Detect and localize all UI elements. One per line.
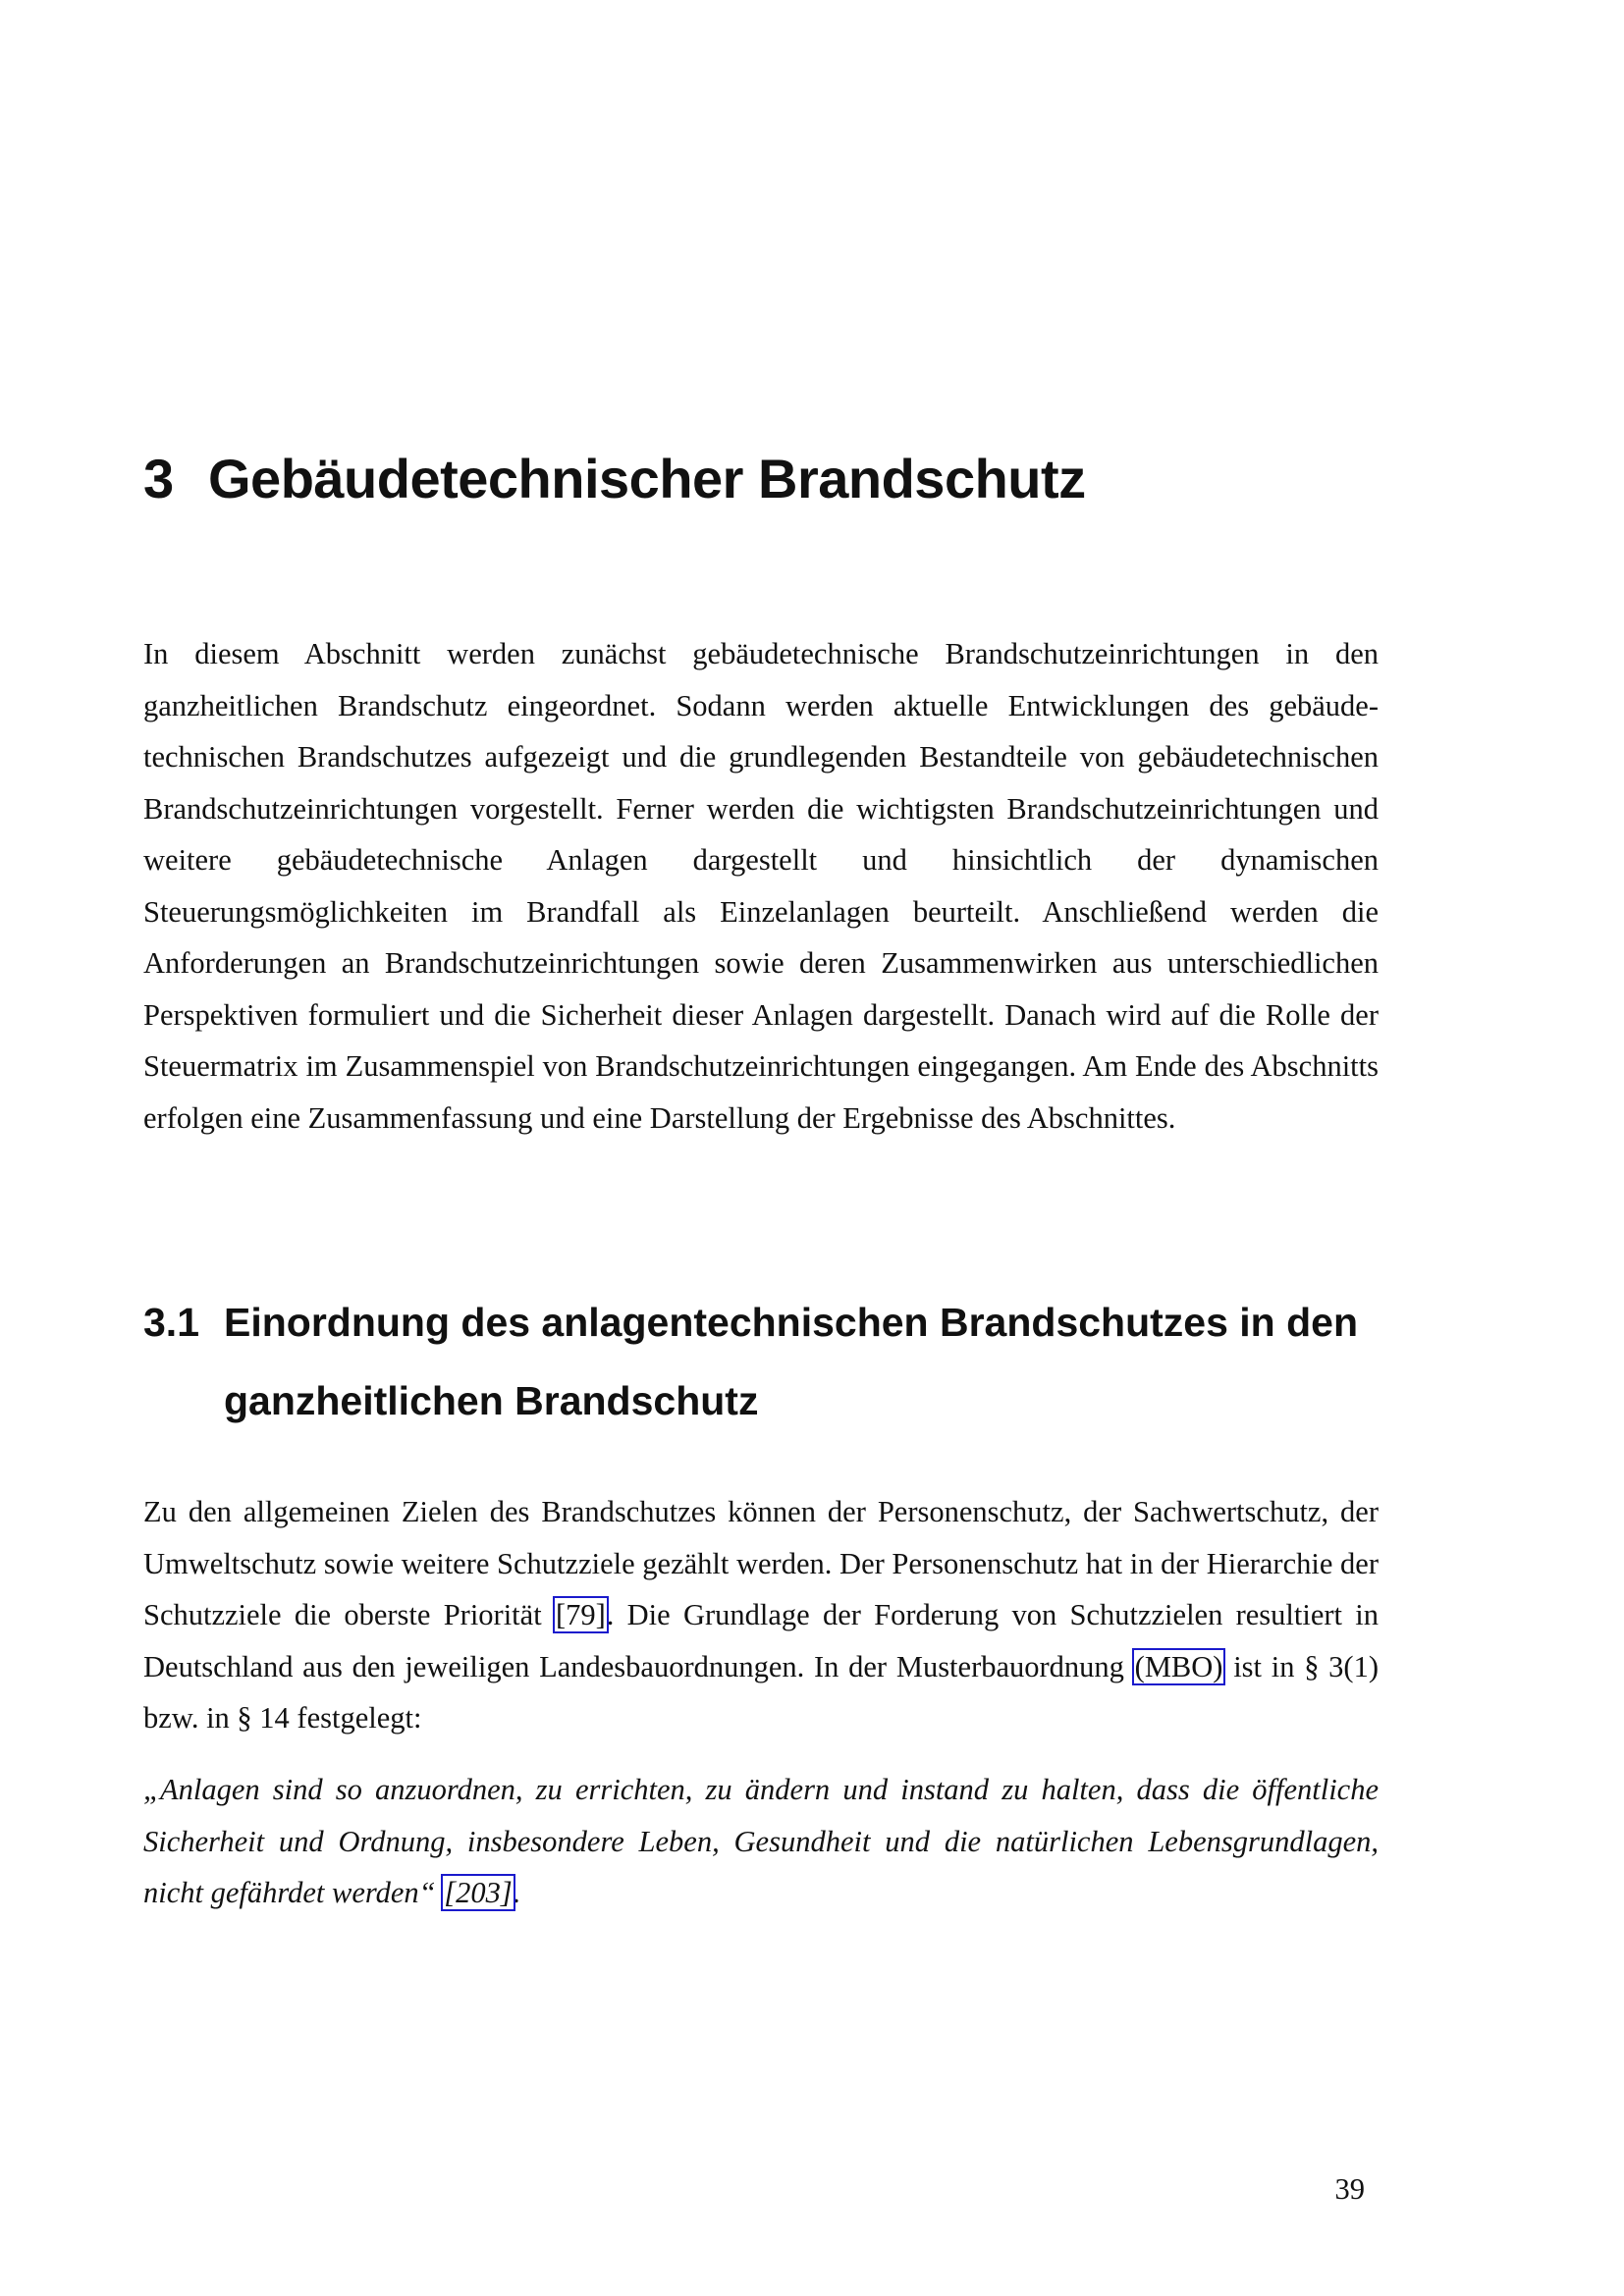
chapter-number: 3 bbox=[143, 448, 174, 509]
section-title bbox=[143, 1283, 1380, 1440]
intro-paragraph: In diesem Abschnitt werden zunächst gebäudetechnische Brandschutzeinrichtungen in den ganzheitlichen Brandschutz eingeordnet. Sodann werden aktuelle Entwicklungen des gebäudetechnischen Brandschutzes aufgezeigt und die grundlegenden Bestandteile von gebäudetechnischen Brandschutzeinrichtungen vorgestellt. Ferner werden die wichtigsten Brandschutzeinrichtungen und weitere gebäudetechnische Anlagen dargestellt und hinsichtlich der dynamischen Steuerungsmöglichkeiten im Brandfall als Einzelanlagen beurteilt. Anschließend werden die Anforderungen an Brandschutzeinrichtungen sowie deren Zusammenwirken aus unterschiedlichen Perspektiven formuliert und die Sicherheit dieser Anlagen dargestellt. Danach wird auf die Rolle der Steuermatrix im Zusammenspiel von Brandschutzeinrichtungen eingegangen. Am Ende des Abschnitts erfolgen eine Zusammenfassung und eine Darstellung der Ergebnisse des Abschnittes. bbox=[143, 637, 1379, 1135]
section-title-text: Einordnung des anlagentechnischen Brandschutzes in den ganzheitlichen Brandschutz bbox=[224, 1300, 1359, 1423]
goals-text-2: . Die Grundlage der Forderung von Schutzzielen resultiert in Deutschland aus den jeweiligen Landesbauordnungen. In der Musterbauordnung bbox=[143, 1598, 1379, 1683]
chapter-title-text: Gebäudetechnischer Brandschutz bbox=[208, 448, 1086, 509]
abbreviation-link-mbo[interactable]: (MBO) bbox=[1134, 1649, 1223, 1683]
quote-end: . bbox=[513, 1876, 521, 1909]
quote-text: „Anlagen sind so anzuordnen, zu errichten, zu ändern und instand zu halten, dass die öffentliche Sicherheit und Ordnung, insbesondere Leben, Gesundheit und die natürlichen Lebensgrundlagen, nicht gefährdet werden“ bbox=[143, 1773, 1379, 1909]
page-number: 39 bbox=[1334, 2172, 1365, 2206]
section-number: 3.1 bbox=[143, 1300, 199, 1345]
goals-text-1: Zu den allgemeinen Zielen des Brandschutzes können der Personenschutz, der Sachwertschutz, der Umweltschutz sowie weitere Schutzziele gezählt werden. Der Personenschutz hat in der Hierarchie der Schutzziele die oberste Priorität bbox=[143, 1495, 1379, 1631]
citation-link-79[interactable]: [79] bbox=[555, 1598, 606, 1631]
legal-quote bbox=[143, 1764, 1379, 1919]
citation-link-203[interactable]: [203] bbox=[444, 1876, 513, 1909]
goals-paragraph bbox=[143, 1486, 1379, 1744]
chapter-title bbox=[143, 444, 1086, 514]
goals-text-3: ist in § 3(1) bzw. in § 14 festgelegt: bbox=[143, 1649, 1379, 1735]
